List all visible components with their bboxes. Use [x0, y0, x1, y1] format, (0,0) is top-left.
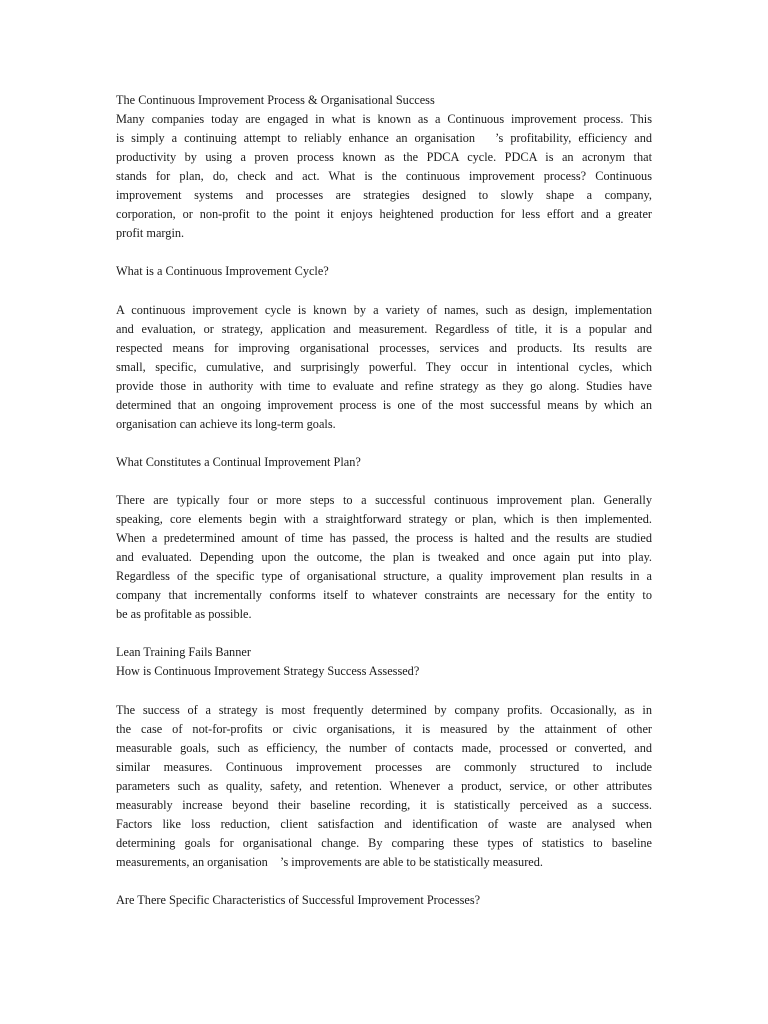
paragraph-line: the case of not-for-profits or civic organisations, it is measured by the attainment of other [116, 721, 652, 736]
paragraph-line: parameters such as quality, safety, and retention. Whenever a product, service, or other attributes [116, 778, 652, 793]
paragraph-line: There are typically four or more steps to a successful continuous improvement plan. Generally [116, 492, 652, 507]
section-heading-assess: How is Continuous Improvement Strategy Success Assessed? [116, 664, 420, 679]
paragraph-line: The success of a strategy is most frequently determined by company profits. Occasionally, as in [116, 702, 652, 717]
spacer [116, 681, 652, 700]
document-page [116, 91, 652, 910]
paragraph-line: measurably increase beyond their baseline recording, it is statistically perceived as a success. [116, 797, 652, 812]
intro-paragraph [116, 110, 652, 243]
paragraph-line: profit margin. [116, 226, 185, 241]
section-heading-traits: Are There Specific Characteristics of Successful Improvement Processes? [116, 892, 481, 907]
assess-paragraph [116, 701, 652, 872]
paragraph-line: determining goals for organisational change. By comparing these types of statistics to baseline [116, 835, 652, 850]
paragraph-line: speaking, core elements begin with a straightforward strategy or plan, which is then implemented. [116, 512, 652, 527]
document-title: The Continuous Improvement Process & Organisational Success [116, 93, 435, 107]
paragraph-line: When a predetermined amount of time has passed, the process is halted and the results are studied [116, 531, 652, 546]
paragraph-line: similar measures. Continuous improvement processes are commonly structured to include [116, 759, 652, 774]
paragraph-line: organisation can achieve its long-term goals. [116, 416, 336, 431]
spacer [116, 281, 652, 300]
paragraph-line: corporation, or non-profit to the point it enjoys heightened production for less effort and a greater [116, 207, 652, 222]
paragraph-line: and evaluation, or strategy, application and measurement. Regardless of title, it is a popular and [116, 321, 652, 336]
paragraph-line: productivity by using a proven process known as the PDCA cycle. PDCA is an acronym that [116, 150, 652, 165]
plan-paragraph [116, 491, 652, 624]
banner-caption: Lean Training Fails Banner [116, 645, 251, 660]
paragraph-line: provide those in authority with time to evaluate and refine strategy as they go along. Studies have [116, 378, 652, 393]
cycle-paragraph [116, 301, 652, 434]
paragraph-line: measurable goals, such as efficiency, the number of contacts made, processed or converted, and [116, 740, 652, 755]
paragraph-line: Factors like loss reduction, client satisfaction and identification of waste are analysed when [116, 816, 652, 831]
paragraph-line: is simply a continuing attempt to reliably enhance an organisation ’s profitability, efficiency and [116, 131, 652, 146]
paragraph-line: respected means for improving organisational processes, services and products. Its results are [116, 340, 652, 355]
paragraph-line: A continuous improvement cycle is known by a variety of names, such as design, implementation [116, 302, 652, 317]
section-heading-plan: What Constitutes a Continual Improvement Plan? [116, 454, 361, 469]
paragraph-line: stands for plan, do, check and act. What is the continuous improvement process? Continuous [116, 169, 652, 184]
paragraph-line: measurements, an organisation ’s improvements are able to be statistically measured. [116, 854, 543, 869]
paragraph-line: Many companies today are engaged in what is known as a Continuous improvement process. This [116, 112, 652, 127]
section-heading-cycle: What is a Continuous Improvement Cycle? [116, 264, 329, 279]
paragraph-line: improvement systems and processes are strategies designed to slowly shape a company, [116, 188, 652, 203]
paragraph-line: determined that an ongoing improvement process is one of the most successful means by which an [116, 397, 652, 412]
spacer [116, 472, 652, 491]
paragraph-line: small, specific, cumulative, and surprisingly powerful. They occur in intentional cycles, which [116, 359, 652, 374]
paragraph-line: Regardless of the specific type of organisational structure, a quality improvement plan results in a [116, 569, 652, 584]
paragraph-line: and evaluated. Depending upon the outcome, the plan is tweaked and once again put into play. [116, 550, 652, 565]
paragraph-line: company that incrementally conforms itself to whatever constraints are necessary for the entity to [116, 588, 652, 603]
paragraph-line: be as profitable as possible. [116, 607, 252, 622]
